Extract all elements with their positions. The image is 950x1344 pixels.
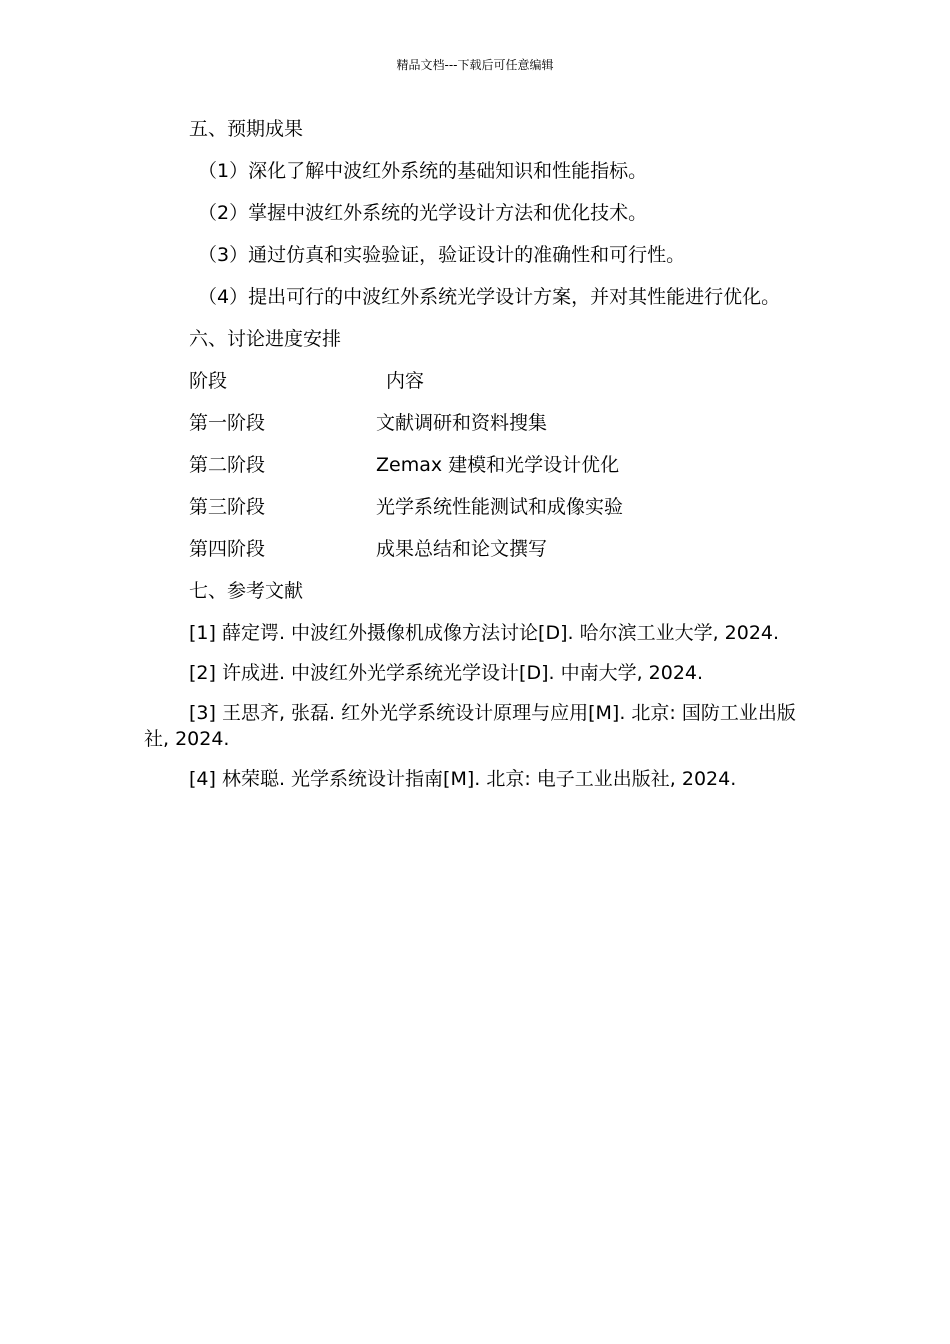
schedule-header-stage: 阶段	[189, 370, 228, 392]
schedule-row	[144, 410, 816, 452]
schedule-row	[144, 452, 816, 494]
page-header: 精品文档---下载后可任意编辑	[396, 58, 554, 72]
schedule-header-content: 内容	[386, 370, 425, 392]
schedule-header-row	[144, 368, 816, 410]
section-7-title: 七、参考文献	[189, 580, 304, 602]
section-6-title: 六、讨论进度安排	[189, 328, 342, 350]
schedule-row	[144, 536, 816, 578]
reference-item: [2] 许成进. 中波红外光学系统光学设计[D]. 中南大学, 2024.	[189, 662, 704, 684]
expected-result-item: （4）提出可行的中波红外系统光学设计方案，并对其性能进行优化。	[198, 286, 781, 308]
schedule-content: 光学系统性能测试和成像实验	[376, 496, 624, 518]
reference-item: [4] 林荣聪. 光学系统设计指南[M]. 北京: 电子工业出版社, 2024.	[189, 768, 737, 790]
section-5-title: 五、预期成果	[189, 118, 304, 140]
schedule-content: 文献调研和资料搜集	[376, 412, 548, 434]
expected-result-item: （3）通过仿真和实验验证，验证设计的准确性和可行性。	[198, 244, 686, 266]
expected-result-item: （2）掌握中波红外系统的光学设计方法和优化技术。	[198, 202, 648, 224]
document-body	[144, 116, 816, 806]
schedule-row	[144, 494, 816, 536]
reference-item: [1] 薛定谔. 中波红外摄像机成像方法讨论[D]. 哈尔滨工业大学, 2024.	[189, 622, 780, 644]
schedule-stage: 第三阶段	[189, 496, 266, 518]
expected-result-item: （1）深化了解中波红外系统的基础知识和性能指标。	[198, 160, 648, 182]
schedule-stage: 第一阶段	[189, 412, 266, 434]
schedule-stage: 第二阶段	[189, 454, 266, 476]
schedule-content: Zemax 建模和光学设计优化	[376, 454, 620, 476]
schedule-stage: 第四阶段	[189, 538, 266, 560]
reference-item: [3] 王思齐, 张磊. 红外光学系统设计原理与应用[M]. 北京: 国防工业出版社, 2024.	[144, 702, 796, 750]
schedule-content: 成果总结和论文撰写	[376, 538, 548, 560]
